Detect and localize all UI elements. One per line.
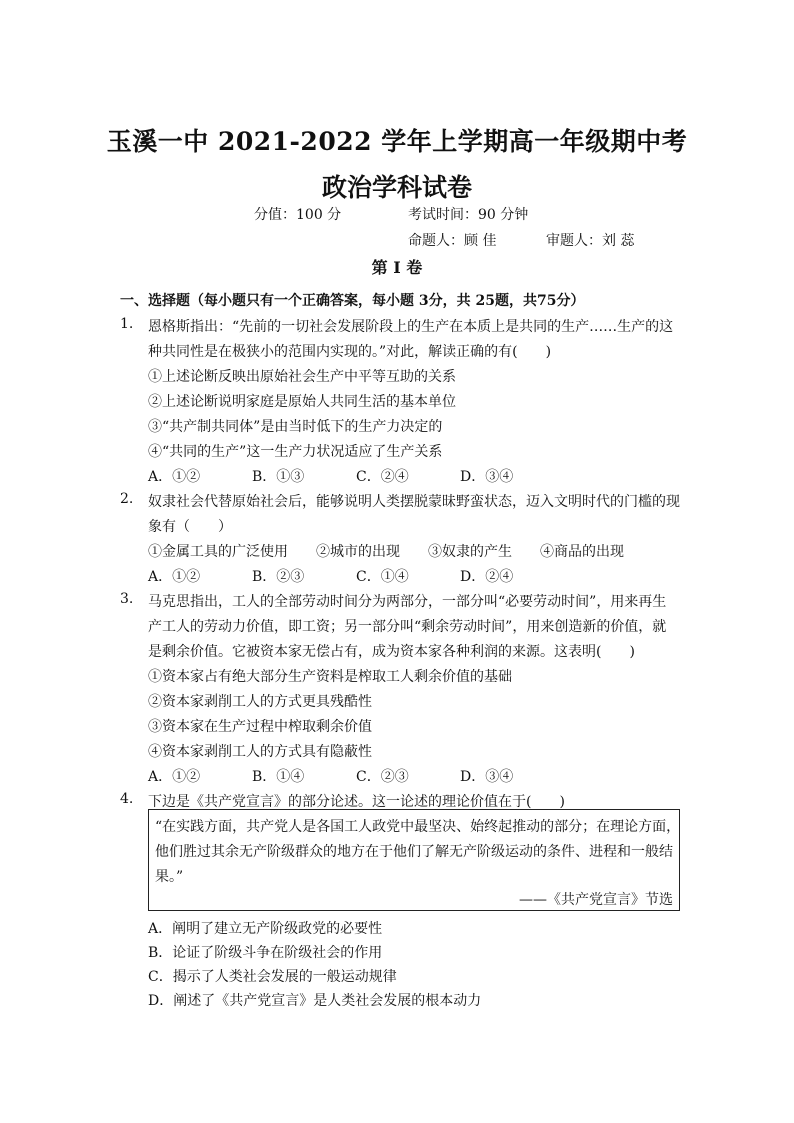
question-number: 1. bbox=[120, 316, 134, 332]
statement-line: ①金属工具的广泛使用 ②城市的出现 ③奴隶的产生 ④商品的出现 bbox=[148, 544, 624, 560]
statement-line: ③资本家在生产过程中榨取剩余价值 bbox=[148, 719, 372, 735]
question-line: 下边是《共产党宣言》的部分论述。这一论述的理论价值在于( ) bbox=[148, 794, 565, 810]
quote-source: ——《共产党宣言》节选 bbox=[519, 892, 673, 908]
time-info: 考试时间：90 分钟 bbox=[408, 207, 529, 223]
score-info: 分值：100 分 bbox=[254, 207, 342, 223]
question-number: 2. bbox=[120, 491, 134, 507]
option-b[interactable]: B．①③ bbox=[252, 469, 305, 485]
option-a[interactable]: A．阐明了建立无产阶级政党的必要性 bbox=[148, 921, 383, 937]
question-line: 象有（ ） bbox=[148, 519, 232, 535]
quote-line: 果。” bbox=[155, 869, 184, 885]
option-c[interactable]: C．②④ bbox=[356, 469, 409, 485]
question-line: 马克思指出，工人的全部劳动时间分为两部分，一部分叫“必要劳动时间”，用来再生 bbox=[148, 594, 667, 610]
statement-line: ①上述论断反映出原始社会生产中平等互助的关系 bbox=[148, 369, 456, 385]
option-d[interactable]: D．③④ bbox=[460, 469, 514, 485]
question-number: 4. bbox=[120, 791, 134, 807]
option-c[interactable]: C．①④ bbox=[356, 569, 409, 585]
question-line: 恩格斯指出：“先前的一切社会发展阶段上的生产在本质上是共同的生产……生产的这 bbox=[148, 319, 674, 335]
answer-options bbox=[148, 466, 564, 486]
question-number: 3. bbox=[120, 591, 134, 607]
exam-subtitle: 政治学科试卷 bbox=[321, 173, 472, 202]
option-b[interactable]: B．①④ bbox=[252, 769, 305, 785]
author-info: 命题人：顾 佳 bbox=[408, 233, 497, 249]
option-a[interactable]: A．①② bbox=[148, 469, 201, 485]
answer-options bbox=[148, 766, 564, 786]
option-b[interactable]: B．②③ bbox=[252, 569, 305, 585]
option-d[interactable]: D．②④ bbox=[460, 569, 514, 585]
question-line: 种共同性是在极狭小的范围内实现的。”对此，解读正确的有( ) bbox=[148, 344, 552, 360]
statement-line: ②上述论断说明家庭是原始人共同生活的基本单位 bbox=[148, 394, 456, 410]
quote-line: 他们胜过其余无产阶级群众的地方在于他们了解无产阶级运动的条件、进程和一般结 bbox=[155, 844, 673, 860]
option-b[interactable]: B．论证了阶级斗争在阶级社会的作用 bbox=[148, 945, 383, 961]
part-heading: 一、选择题（每小题只有一个正确答案，每小题 3分，共 25题，共75分） bbox=[120, 293, 585, 309]
statement-line: ③“共产制共同体”是由当时低下的生产力决定的 bbox=[148, 419, 443, 435]
question-line: 奴隶社会代替原始社会后，能够说明人类摆脱蒙昧野蛮状态，迈入文明时代的门槛的现 bbox=[148, 494, 680, 510]
option-d[interactable]: D．③④ bbox=[460, 769, 514, 785]
option-c[interactable]: C．揭示了人类社会发展的一般运动规律 bbox=[148, 969, 397, 985]
question-line: 产工人的劳动力价值，即工资；另一部分叫“剩余劳动时间”，用来创造新的价值，就 bbox=[148, 619, 667, 635]
statement-line: ②资本家剥削工人的方式更具残酷性 bbox=[148, 694, 372, 710]
quote-box bbox=[148, 809, 680, 911]
statement-line: ④“共同的生产”这一生产力状况适应了生产关系 bbox=[148, 444, 443, 460]
question-line: 是剩余价值。它被资本家无偿占有，成为资本家各种利润的来源。这表明( ) bbox=[148, 644, 635, 660]
option-d[interactable]: D．阐述了《共产党宣言》是人类社会发展的根本动力 bbox=[148, 993, 482, 1009]
quote-line: “在实践方面，共产党人是各国工人政党中最坚决、始终起推动的部分；在理论方面， bbox=[155, 819, 681, 835]
section-title: 第 I 卷 bbox=[371, 258, 423, 277]
statement-line: ①资本家占有绝大部分生产资料是榨取工人剩余价值的基础 bbox=[148, 669, 512, 685]
reviewer-info: 审题人：刘 蕊 bbox=[546, 233, 635, 249]
option-c[interactable]: C．②③ bbox=[356, 769, 409, 785]
answer-options bbox=[148, 566, 564, 586]
statement-line: ④资本家剥削工人的方式具有隐蔽性 bbox=[148, 744, 372, 760]
option-a[interactable]: A．①② bbox=[148, 569, 201, 585]
option-a[interactable]: A．①② bbox=[148, 769, 201, 785]
exam-title: 玉溪一中 2021-2022 学年上学期高一年级期中考 bbox=[106, 127, 688, 156]
